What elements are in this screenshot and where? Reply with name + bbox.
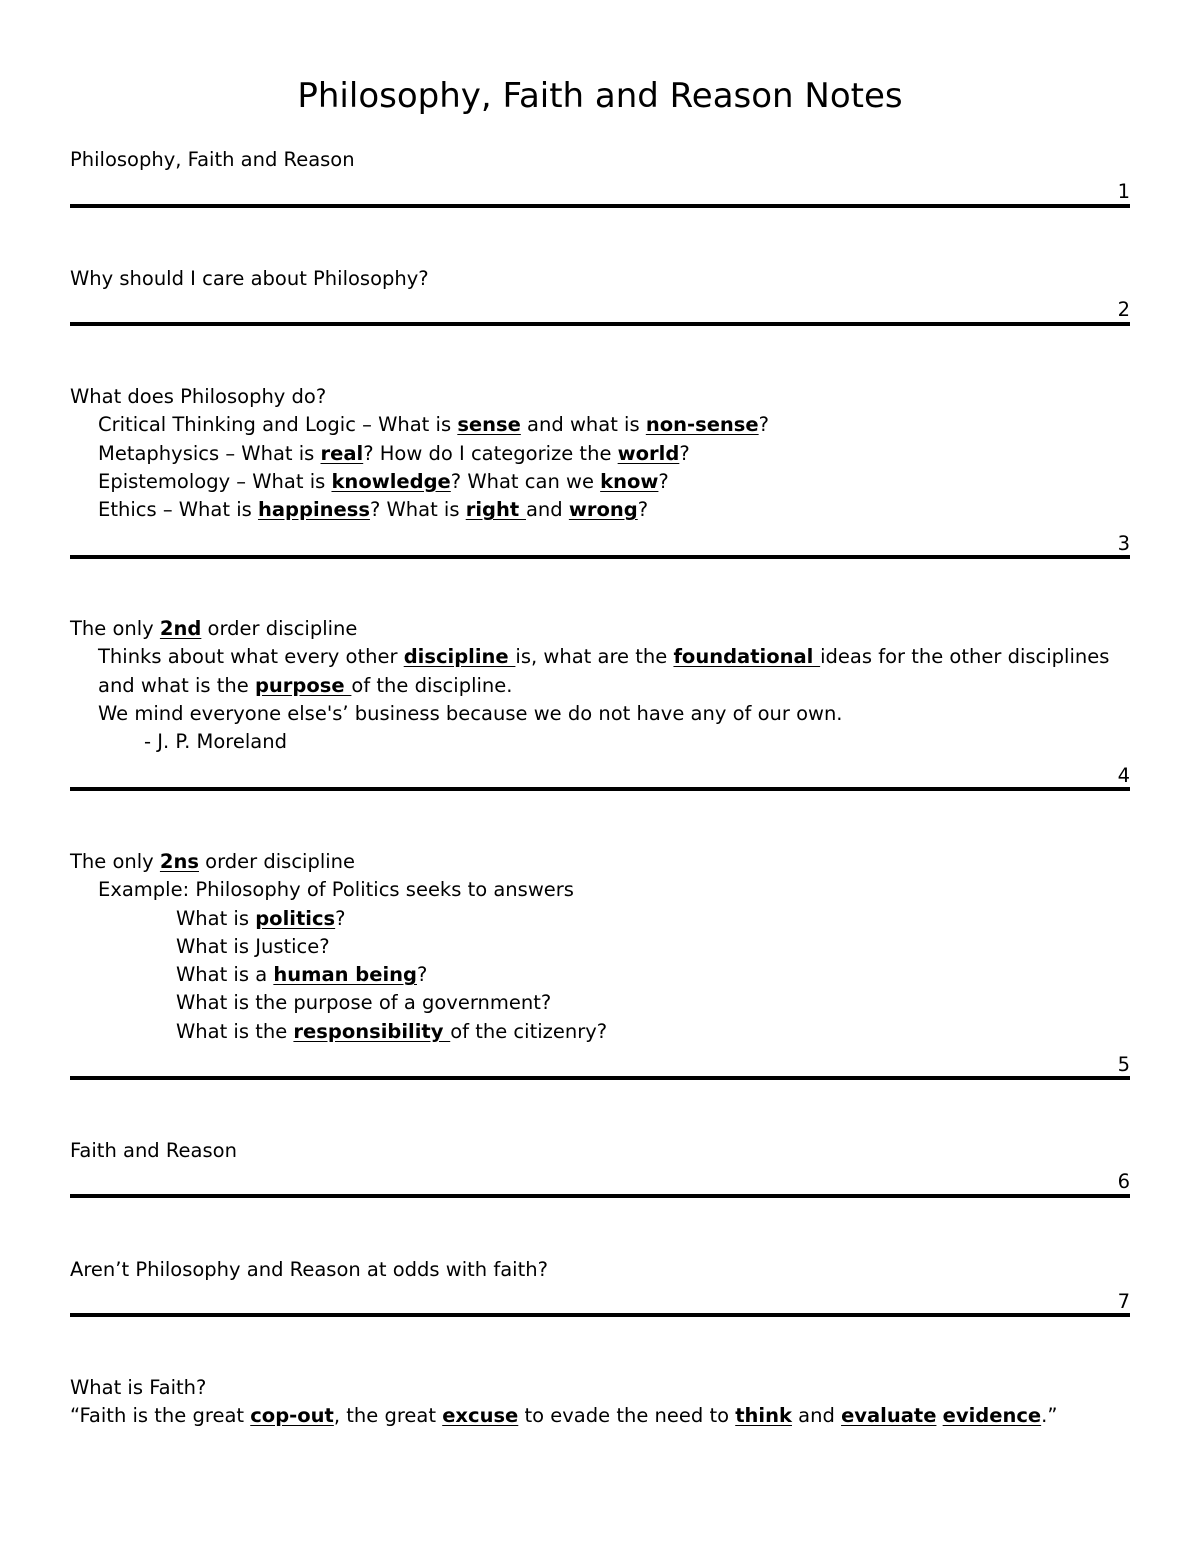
bullet-item [70,989,1130,1017]
key-term: 2ns [159,850,199,873]
text-run: ideas for the other disciplines and what is the [98,645,1110,697]
text-run: What does Philosophy do? [70,385,327,408]
text-run: order discipline [201,617,358,640]
section-heading [70,383,1130,411]
notes-section [70,1137,1130,1165]
text-run: to evade the need to [518,1404,736,1428]
key-term: discipline [403,645,516,669]
text-run: is, what are the [515,645,674,669]
section-number: 4 [1117,764,1130,787]
section-number: 5 [1117,1053,1130,1076]
text-run: ? How do I categorize the [363,441,618,465]
text-run: The only [70,617,160,640]
section-number: 6 [1117,1170,1130,1193]
text-run: What is the [176,1019,294,1043]
text-run: ? [679,441,690,465]
bullet-item [70,496,1130,524]
notes-section [70,265,1130,293]
section-divider [70,204,1130,208]
key-term: right [465,498,526,522]
key-term: responsibility [293,1019,451,1043]
bullet-item [70,440,1130,468]
text-run: ? [416,963,428,987]
key-term: human being [273,963,417,987]
section-divider [70,787,1130,791]
notes-section [70,146,1130,174]
section-divider [70,555,1130,559]
document-title: Philosophy, Faith and Reason Notes [297,76,903,116]
notes-section [70,848,1130,1046]
notes-section [70,615,1130,756]
bullet-item [70,700,1130,728]
text-run: “Faith is the great [70,1404,251,1428]
bullet-item [70,961,1130,989]
key-term: evaluate [841,1404,937,1428]
key-term: foundational [673,645,821,669]
section-heading [70,1374,1130,1402]
text-run: and what is [520,413,646,437]
text-run: Aren’t Philosophy and Reason at odds with faith? [70,1258,548,1281]
section-heading [70,1137,1130,1165]
text-run: ? [335,906,346,930]
key-term: knowledge [331,469,451,493]
text-run: Metaphysics – What is [98,441,321,465]
text-run: Faith and Reason [70,1139,237,1162]
text-run: Critical Thinking and Logic – What is [98,413,458,437]
text-run: We mind everyone else's’ business because we do not have any of our own. [98,701,843,725]
section-number: 1 [1117,180,1130,203]
text-run: - J. P. Moreland [144,730,287,754]
section-divider [70,322,1130,326]
text-run: and [525,498,569,522]
bullet-item [70,411,1130,439]
key-term: world [617,441,680,465]
bullet-item [70,1018,1130,1046]
key-term: know [600,469,659,493]
text-run: .” [1041,1404,1058,1428]
text-run: ? [658,469,669,493]
notes-section [70,1256,1130,1284]
bullet-item [70,1402,1130,1430]
section-heading [70,265,1130,293]
text-run: of the citizenry? [450,1019,608,1043]
section-number: 7 [1117,1290,1130,1313]
text-run: ? What can we [450,469,601,493]
section-divider [70,1076,1130,1080]
text-run: Philosophy, Faith and Reason [70,148,355,171]
key-term: politics [255,906,336,930]
text-run: order discipline [198,850,356,873]
key-term: real [320,441,364,465]
key-term: happiness [257,498,370,522]
section-number: 3 [1117,532,1130,555]
section-divider [70,1194,1130,1198]
key-term: 2nd [159,617,202,640]
text-run: What is [176,906,256,930]
section-heading [70,146,1130,174]
bullet-item [70,643,1130,700]
text-run: Thinks about what every other [98,645,404,669]
text-run: What is the purpose of a government? [176,991,552,1015]
section-divider [70,1313,1130,1317]
quote-attribution [70,728,1130,756]
notes-section [70,383,1130,524]
section-heading [70,848,1130,876]
text-run: Ethics – What is [98,498,258,522]
text-run: What is a [176,963,274,987]
text-run: ? What is [369,498,466,522]
text-run: What is Justice? [176,934,330,958]
text-run: and [791,1404,842,1428]
key-term: wrong [568,498,638,522]
text-run: of the discipline. [351,673,513,697]
notes-section [70,1374,1130,1431]
section-heading [70,1256,1130,1284]
key-term: think [735,1404,792,1428]
bullet-item [70,468,1130,496]
text-run: The only [70,850,160,873]
bullet-item [70,933,1130,961]
text-run: , the great [333,1404,443,1428]
section-heading [70,615,1130,643]
bullet-item [70,876,1130,904]
text-run: Why should I care about Philosophy? [70,267,429,290]
text-run: Example: Philosophy of Politics seeks to answers [98,878,574,902]
text-run: ? [758,413,769,437]
text-run: ? [637,498,649,522]
key-term: purpose [254,673,352,697]
key-term: sense [457,413,521,437]
section-number: 2 [1117,298,1130,321]
key-term: evidence [942,1404,1042,1428]
key-term: excuse [442,1404,519,1428]
text-run: What is Faith? [70,1376,207,1399]
key-term: cop-out [250,1404,334,1428]
text-run: Epistemology – What is [98,469,332,493]
key-term: non-sense [645,413,759,437]
bullet-item [70,905,1130,933]
